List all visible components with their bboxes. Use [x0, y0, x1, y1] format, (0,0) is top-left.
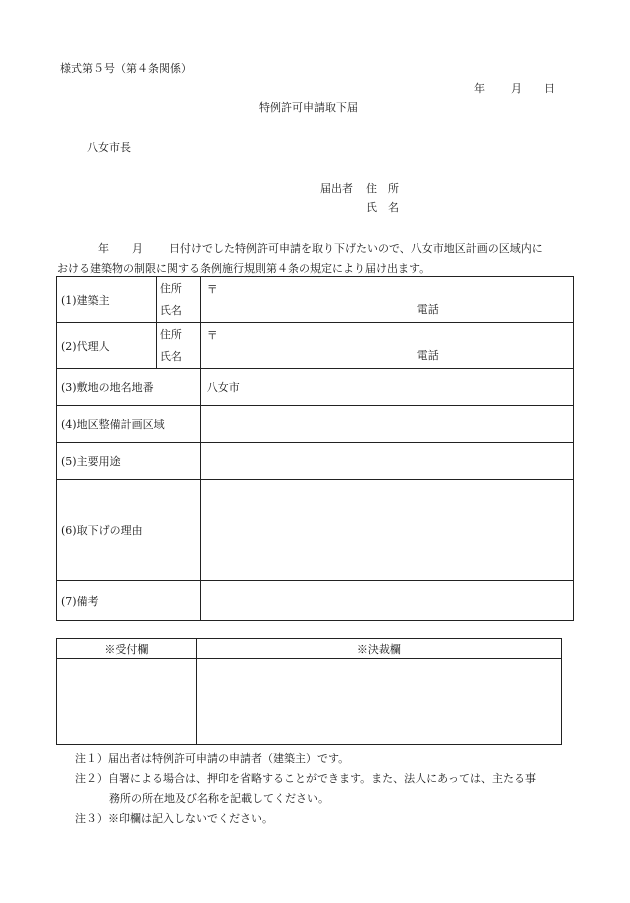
table-row-district	[57, 406, 574, 443]
owner-phone-label: 電話	[416, 303, 439, 316]
agent-name-label: 氏名	[159, 349, 182, 363]
body-month: 月	[132, 242, 143, 255]
date-year-label: 年	[474, 82, 485, 95]
owner-label: (1)建築主	[57, 277, 157, 323]
owner-address-label: 住所	[159, 281, 182, 295]
applicant-label: 届出者	[320, 182, 353, 195]
table-row-use	[57, 443, 574, 480]
reason-label: (6)取下げの理由	[57, 480, 201, 581]
applicant-name-label: 氏 名	[366, 201, 399, 214]
decision-box	[196, 659, 561, 745]
date-day-label: 日	[544, 82, 555, 95]
date-month-label: 月	[511, 82, 522, 95]
decision-header: ※決裁欄	[196, 639, 561, 659]
agent-address-label: 住所	[159, 327, 182, 341]
form-number: 様式第５号（第４条関係）	[60, 62, 192, 75]
body-line-1: 日付けでした特例許可申請を取り下げたいので、八女市地区計画の区域内に	[169, 242, 543, 255]
use-field[interactable]	[200, 443, 573, 480]
agent-label: (2)代理人	[57, 323, 157, 369]
table-row-remarks	[57, 581, 574, 621]
receipt-header: ※受付欄	[57, 639, 197, 659]
use-label: (5)主要用途	[57, 443, 201, 480]
note-2: 注２）自署による場合は、押印を省略することができます。また、法人にあっては、主たる事	[75, 772, 537, 785]
table-row-reason	[57, 480, 574, 581]
addressee: 八女市長	[87, 141, 131, 154]
receipt-box	[57, 659, 197, 745]
application-table	[56, 276, 574, 621]
owner-info-field[interactable]	[200, 277, 573, 323]
reason-field[interactable]	[200, 480, 573, 581]
district-label: (4)地区整備計画区域	[57, 406, 201, 443]
agent-postal-mark: 〒	[206, 329, 218, 342]
note-1: 注１）届出者は特例許可申請の申請者（建築主）です。	[75, 752, 350, 765]
agent-phone-label: 電話	[416, 349, 439, 362]
district-field[interactable]	[200, 406, 573, 443]
body-year: 年	[98, 242, 109, 255]
reception-table	[56, 638, 562, 745]
note-3: 注３）※印欄は記入しないでください。	[75, 812, 273, 825]
table-row-owner	[57, 277, 574, 323]
applicant-address-label: 住 所	[366, 182, 399, 195]
note-2-continued: 務所の所在地及び名称を記載してください。	[109, 792, 329, 805]
owner-name-label: 氏名	[159, 303, 182, 317]
agent-info-field[interactable]	[200, 323, 573, 369]
site-label: (3)敷地の地名地番	[57, 369, 201, 406]
remarks-label: (7)備考	[57, 581, 201, 621]
remarks-field[interactable]	[200, 581, 573, 621]
body-line-2: おける建築物の制限に関する条例施行規則第４条の規定により届け出ます。	[57, 262, 431, 275]
site-field[interactable]: 八女市	[200, 369, 573, 406]
table-row-site	[57, 369, 574, 406]
document-title: 特例許可申請取下届	[259, 101, 358, 114]
table-row-agent	[57, 323, 574, 369]
owner-postal-mark: 〒	[206, 283, 218, 296]
